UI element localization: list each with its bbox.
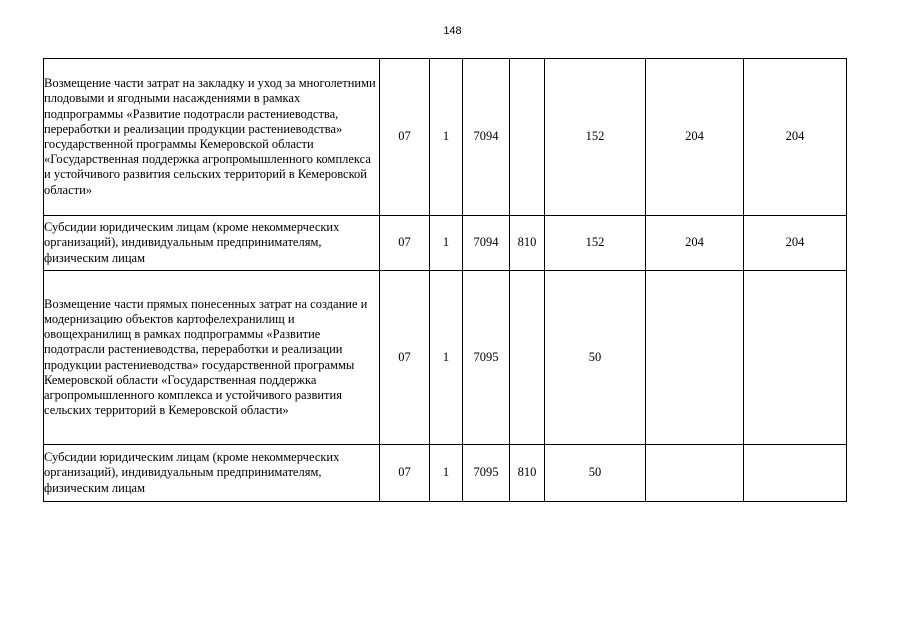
expense-type-code [510,59,545,216]
amount-year-1: 50 [545,271,646,445]
amount-year-1: 152 [545,59,646,216]
table-row [44,216,847,271]
section-code: 07 [380,216,430,271]
row-description: Возмещение части затрат на закладку и уход за многолетними плодовыми и ягодными насаждениями в рамках подпрограммы «Развитие подотрасли растениеводства, переработки и реализации продукции растениеводства» государственной программы Кемеровской области «Государственная поддержка агропромышленного комплекса и устойчивого развития сельских территорий в Кемеровской области» [44,59,380,216]
expense-type-code: 810 [510,216,545,271]
target-code: 7095 [463,271,510,445]
row-description: Субсидии юридическим лицам (кроме некоммерческих организаций), индивидуальным предпринимателям, физическим лицам [44,445,380,502]
budget-table [43,58,847,502]
table-row [44,445,847,502]
section-code: 07 [380,445,430,502]
subsection-code: 1 [430,59,463,216]
subsection-code: 1 [430,216,463,271]
amount-year-2 [646,445,744,502]
target-code: 7094 [463,216,510,271]
expense-type-code: 810 [510,445,545,502]
table-row [44,59,847,216]
target-code: 7095 [463,445,510,502]
section-code: 07 [380,271,430,445]
amount-year-2: 204 [646,216,744,271]
table-row [44,271,847,445]
page-number: 148 [443,25,462,37]
row-description: Субсидии юридическим лицам (кроме некоммерческих организаций), индивидуальным предпринимателям, физическим лицам [44,216,380,271]
row-description: Возмещение части прямых понесенных затрат на создание и модернизацию объектов картофелехранилищ и овощехранилищ в рамках подпрограммы «Развитие подотрасли растениеводства, переработки и реализации продукции растениеводства» государственной программы Кемеровской области «Государственная поддержка агропромышленного комплекса и устойчивого развития сельских территорий в Кемеровской области» [44,271,380,445]
amount-year-1: 152 [545,216,646,271]
amount-year-1: 50 [545,445,646,502]
amount-year-3 [744,445,847,502]
amount-year-2: 204 [646,59,744,216]
section-code: 07 [380,59,430,216]
amount-year-3: 204 [744,216,847,271]
target-code: 7094 [463,59,510,216]
amount-year-2 [646,271,744,445]
subsection-code: 1 [430,271,463,445]
expense-type-code [510,271,545,445]
amount-year-3 [744,271,847,445]
subsection-code: 1 [430,445,463,502]
amount-year-3: 204 [744,59,847,216]
